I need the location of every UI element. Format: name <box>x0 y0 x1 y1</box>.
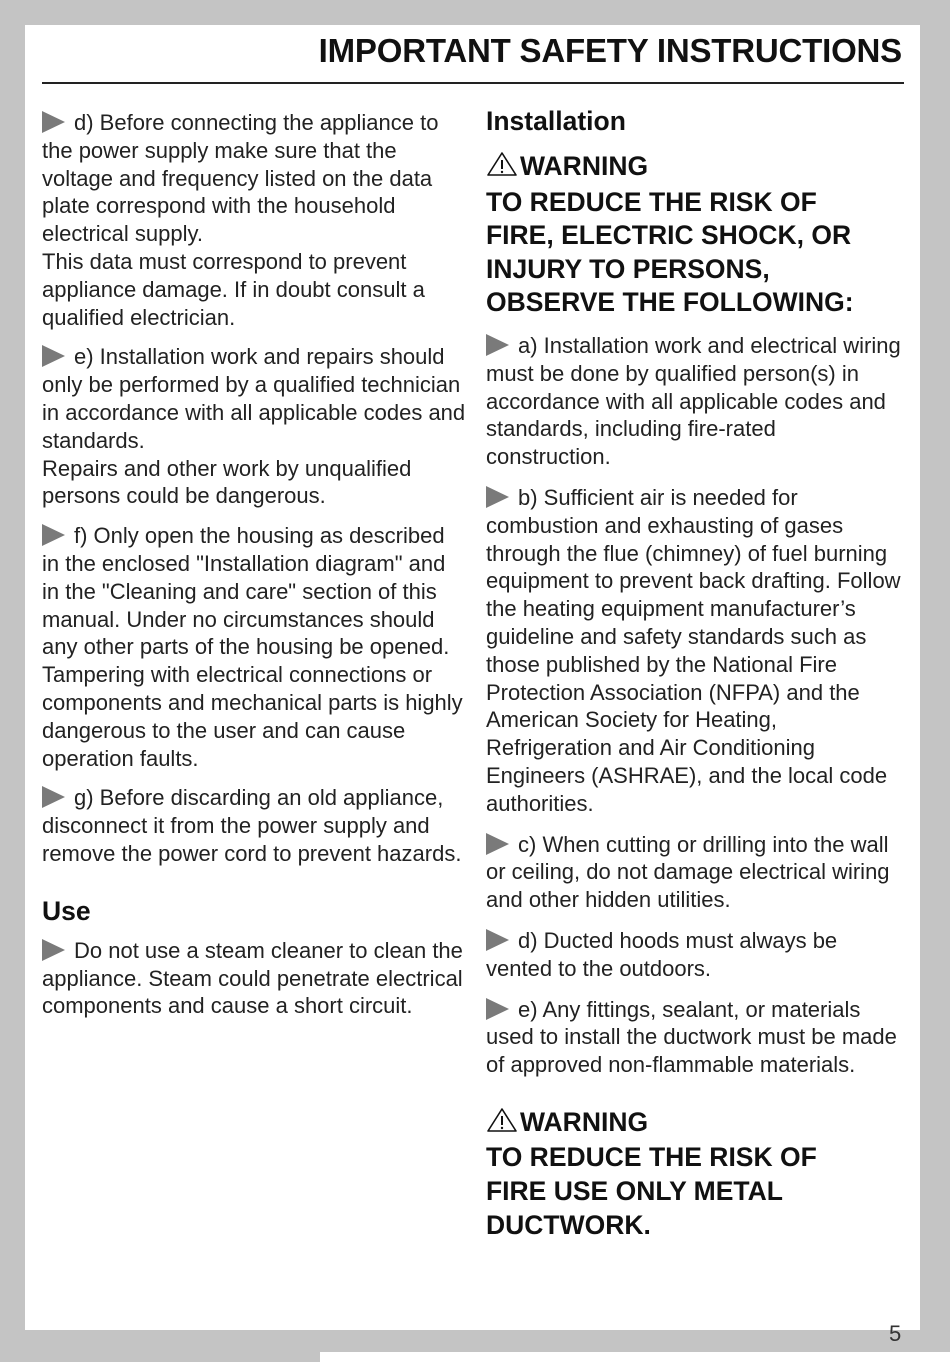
bullet-arrow-icon <box>42 524 65 546</box>
install-item-d <box>486 927 906 983</box>
instruction-e <box>42 343 467 510</box>
warning-label: WARNING <box>520 1106 649 1137</box>
instruction-text: d) Ducted hoods must always be vented to the outdoors. <box>486 927 838 981</box>
install-item-b <box>486 484 906 818</box>
page-title: IMPORTANT SAFETY INSTRUCTIONS <box>318 32 902 69</box>
bullet-arrow-icon <box>486 486 509 508</box>
bullet-arrow-icon <box>42 345 65 367</box>
warning-line: FIRE, ELECTRIC SHOCK, OR <box>486 220 852 251</box>
instruction-note: Repairs and other work by unqualified persons could be dangerous. <box>42 455 412 509</box>
use-heading: Use <box>42 895 91 926</box>
instruction-f <box>42 522 467 772</box>
warning-line: TO REDUCE THE RISK OF <box>486 1142 817 1173</box>
warning-line: INJURY TO PERSONS, <box>486 253 770 284</box>
bullet-arrow-icon <box>486 929 509 951</box>
bullet-arrow-icon <box>42 111 65 133</box>
install-item-e <box>486 996 906 1079</box>
warning-label: WARNING <box>520 151 649 181</box>
page-edge-strip <box>320 1352 950 1362</box>
instruction-text: d) Before connecting the appliance to the power supply make sure that the voltage and frequency listed on the data plate correspond with the household electrical supply. <box>42 110 439 247</box>
bullet-arrow-icon <box>486 833 509 855</box>
instruction-text: g) Before discarding an old appliance, disconnect it from the power supply and remove the power cord to prevent hazards. <box>42 785 462 866</box>
installation-heading: Installation <box>486 106 626 136</box>
install-item-c <box>486 831 906 914</box>
bullet-arrow-icon <box>42 786 65 808</box>
bullet-arrow-icon <box>486 998 509 1020</box>
left-column <box>42 82 467 1020</box>
instruction-text: e) Installation work and repairs should only be performed by a qualified technician in accordance with all applicable codes and standards. <box>42 344 466 453</box>
install-item-a <box>486 332 906 471</box>
right-column <box>486 82 906 1242</box>
warning-block-2 <box>486 1106 906 1242</box>
instruction-text: a) Installation work and electrical wiring must be done by qualified person(s) in accordance with all applicable codes and standards, including fire-rated construction. <box>486 332 901 470</box>
instruction-d <box>42 109 467 331</box>
instruction-note: This data must correspond to prevent appliance damage. If in doubt consult a qualified electrician. <box>42 248 425 330</box>
page-number: 5 <box>889 1321 902 1346</box>
instruction-text: Do not use a steam cleaner to clean the appliance. Steam could penetrate electrical components and cause a short circuit. <box>42 937 463 1019</box>
instruction-text: e) Any fittings, sealant, or materials used to install the ductwork must be made of approved non-flammable materials. <box>486 996 897 1078</box>
instruction-text: b) Sufficient air is needed for combustion and exhausting of gases through the flue (chimney) of fuel burning equipment to prevent back drafting. Follow the heating equipment manufacturer’s guideline and safety standards such as those published by the National Fire Protection Association (NFPA) and the American Society for Heating, Refrigeration and Air Conditioning Engineers (ASHRAE), and the local code authorities. <box>486 484 901 816</box>
bullet-arrow-icon <box>42 939 65 961</box>
warning-triangle-icon <box>486 1107 518 1142</box>
instruction-text: c) When cutting or drilling into the wall or ceiling, do not damage electrical wiring and other hidden utilities. <box>486 831 890 913</box>
use-instruction <box>42 937 467 1020</box>
warning-line: OBSERVE THE FOLLOWING: <box>486 287 854 318</box>
warning-block-1 <box>486 150 906 320</box>
warning-triangle-icon <box>486 151 518 186</box>
instruction-text: f) Only open the housing as described in the enclosed "Installation diagram" and in the "Cleaning and care" section of this manual. Under no circumstances should any other parts of the housing be opened. Tampering with electrical connections or components and mechanical parts is highly dangerous to the user and can cause operation faults. <box>42 523 463 771</box>
warning-line: DUCTWORK. <box>486 1209 651 1240</box>
instruction-g <box>42 784 467 867</box>
warning-line: TO REDUCE THE RISK OF <box>486 186 817 217</box>
warning-line: FIRE USE ONLY METAL <box>486 1176 783 1207</box>
bullet-arrow-icon <box>486 334 509 356</box>
